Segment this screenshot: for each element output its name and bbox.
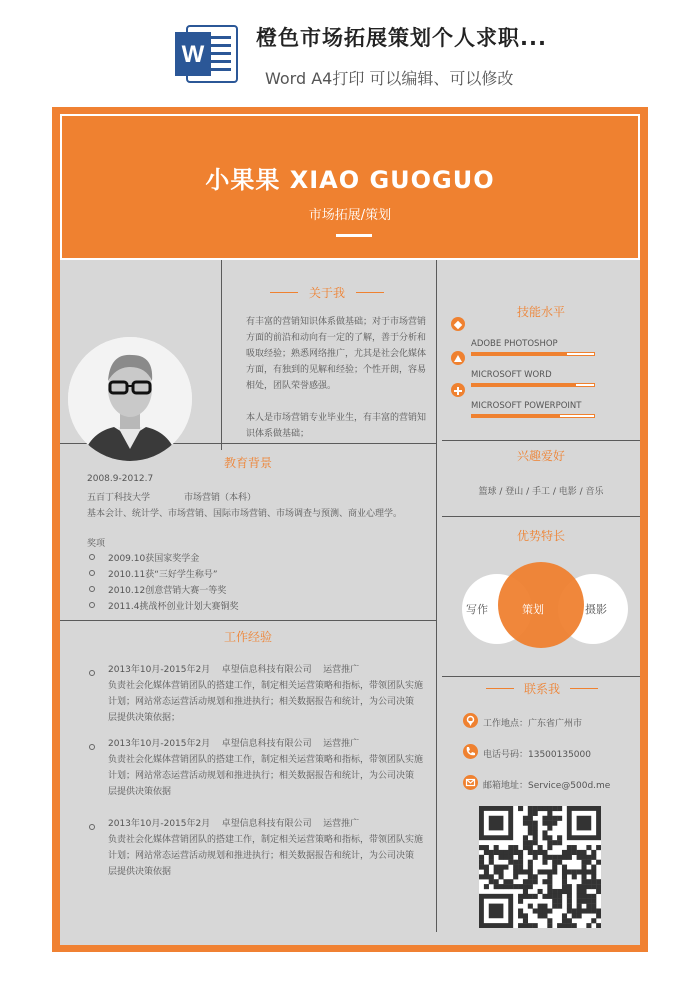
mail-icon bbox=[463, 775, 478, 790]
hobbies-title: 兴趣爱好 bbox=[516, 449, 565, 463]
award-item: 2009.10获国家奖学金 bbox=[108, 554, 200, 564]
strength-middle-label: 策划 bbox=[522, 603, 544, 616]
about-text bbox=[246, 314, 432, 442]
education-school: 五百丁科技大学 bbox=[87, 493, 151, 503]
hobbies-text: 篮球 / 登山 / 手工 / 电影 / 音乐 bbox=[478, 487, 604, 497]
bullet-icon bbox=[89, 744, 95, 750]
about-line: 方面，有独到的见解和经验；个性开朗，容易 bbox=[246, 365, 427, 375]
contact-dash-right bbox=[570, 688, 598, 689]
candidate-role: 市场拓展/策划 bbox=[308, 208, 392, 223]
about-dash-left bbox=[270, 292, 298, 293]
candidate-name: 小果果 XIAO GUOGUO bbox=[205, 166, 495, 194]
work-item-line: 负责社会化媒体营销团队的搭建工作，制定相关运营策略和指标，带领团队实施 bbox=[108, 835, 424, 845]
work-item-line: 层提供决策依据 bbox=[108, 787, 172, 797]
contact-title: 联系我 bbox=[523, 682, 560, 696]
bullet-icon bbox=[89, 824, 95, 830]
award-item: 2010.12创意营销大赛一等奖 bbox=[108, 586, 227, 596]
strength-left-label: 写作 bbox=[466, 603, 488, 616]
skill-label: MICROSOFT WORD bbox=[471, 370, 552, 380]
bullet-icon bbox=[89, 670, 95, 676]
education-period: 2008.9-2012.7 bbox=[87, 474, 154, 484]
education-title: 教育背景 bbox=[223, 456, 272, 470]
photoshop-icon bbox=[451, 317, 465, 331]
contact-dash-left bbox=[486, 688, 514, 689]
avatar bbox=[68, 337, 192, 461]
skill-bar-fill bbox=[472, 384, 576, 386]
about-line: 相处，团队荣誉感强。 bbox=[246, 381, 337, 391]
phone-icon bbox=[463, 744, 478, 759]
word-letter: W bbox=[181, 41, 205, 68]
work-item-line: 层提供决策依据； bbox=[108, 713, 181, 723]
bullet-icon bbox=[89, 570, 95, 576]
skill-bar bbox=[471, 414, 595, 418]
divider-strengths-bottom bbox=[442, 676, 640, 677]
about-line: 方面的前沿和动向有一定的了解，善于分析和 bbox=[246, 333, 427, 343]
work-item-line: 层提供决策依据 bbox=[108, 867, 172, 877]
divider-education-bottom bbox=[60, 620, 436, 621]
contact-phone: 电话号码：13500135000 bbox=[483, 750, 591, 760]
work-item-line: 负责社会化媒体营销团队的搭建工作，制定相关运营策略和指标，带领团队实施 bbox=[108, 681, 424, 691]
about-line: 有丰富的营销知识体系做基础；对于市场营销 bbox=[246, 317, 427, 327]
awards-title: 奖项 bbox=[87, 539, 106, 549]
header-underline bbox=[336, 234, 372, 237]
word-document-icon bbox=[173, 22, 239, 86]
work-item-head: 2013年10月-2015年2月 卓望信息科技有限公司 运营推广 bbox=[108, 665, 360, 675]
bullet-icon bbox=[89, 586, 95, 592]
bullet-icon bbox=[89, 602, 95, 608]
work-item bbox=[108, 736, 434, 800]
contact-location: 工作地点：广东省广州市 bbox=[483, 719, 583, 729]
divider-skills-bottom bbox=[442, 440, 640, 441]
powerpoint-icon bbox=[451, 383, 465, 397]
about-title: 关于我 bbox=[308, 286, 345, 300]
work-item-line: 计划；网站常态运营活动规划和推进执行；相关数据报告和统计，为公司决策 bbox=[108, 771, 415, 781]
education-courses: 基本会计、统计学、市场营销、国际市场营销、市场调查与预测、商业心理学。 bbox=[87, 509, 403, 519]
work-item bbox=[108, 662, 434, 726]
work-item-head: 2013年10月-2015年2月 卓望信息科技有限公司 运营推广 bbox=[108, 739, 360, 749]
skill-bar bbox=[471, 383, 595, 387]
about-line: 吸取经验；熟悉网络推广，尤其是社会化媒体 bbox=[246, 349, 427, 359]
location-icon bbox=[463, 713, 478, 728]
divider-column bbox=[436, 260, 437, 932]
work-title: 工作经验 bbox=[223, 630, 272, 644]
divider-hobbies-bottom bbox=[442, 516, 640, 517]
word-skill-icon bbox=[451, 351, 465, 365]
about-line bbox=[246, 394, 432, 410]
divider-about-left bbox=[221, 260, 222, 450]
work-item bbox=[108, 816, 434, 880]
about-line: 识体系做基础； bbox=[246, 429, 310, 439]
strength-right-label: 摄影 bbox=[585, 603, 607, 616]
document-subtitle: Word A4打印 可以编辑、可以修改 bbox=[265, 69, 514, 88]
contact-email: 邮箱地址：Service@500d.me bbox=[483, 781, 611, 791]
skill-label: MICROSOFT POWERPOINT bbox=[471, 401, 582, 411]
bullet-icon bbox=[89, 554, 95, 560]
skill-bar-fill bbox=[472, 353, 567, 355]
award-item: 2010.11获“三好学生称号” bbox=[108, 570, 218, 580]
skills-title: 技能水平 bbox=[516, 305, 565, 319]
about-line: 本人是市场营销专业毕业生，有丰富的营销知 bbox=[246, 413, 427, 423]
skill-bar bbox=[471, 352, 595, 356]
skill-bar-fill bbox=[472, 415, 560, 417]
work-item-line: 计划；网站常态运营活动规划和推进执行；相关数据报告和统计，为公司决策 bbox=[108, 697, 415, 707]
award-item: 2011.4挑战杯创业计划大赛铜奖 bbox=[108, 602, 239, 612]
strengths-title: 优势特长 bbox=[516, 529, 565, 543]
work-item-line: 负责社会化媒体营销团队的搭建工作，制定相关运营策略和指标，带领团队实施 bbox=[108, 755, 424, 765]
work-item-line: 计划；网站常态运营活动规划和推进执行；相关数据报告和统计，为公司决策 bbox=[108, 851, 415, 861]
work-item-head: 2013年10月-2015年2月 卓望信息科技有限公司 运营推广 bbox=[108, 819, 360, 829]
qr-code bbox=[479, 806, 601, 928]
about-dash-right bbox=[356, 292, 384, 293]
education-major: 市场营销（本科） bbox=[184, 493, 257, 503]
skill-label: ADOBE PHOTOSHOP bbox=[471, 339, 558, 349]
document-title: 橙色市场拓展策划个人求职... bbox=[256, 26, 547, 50]
